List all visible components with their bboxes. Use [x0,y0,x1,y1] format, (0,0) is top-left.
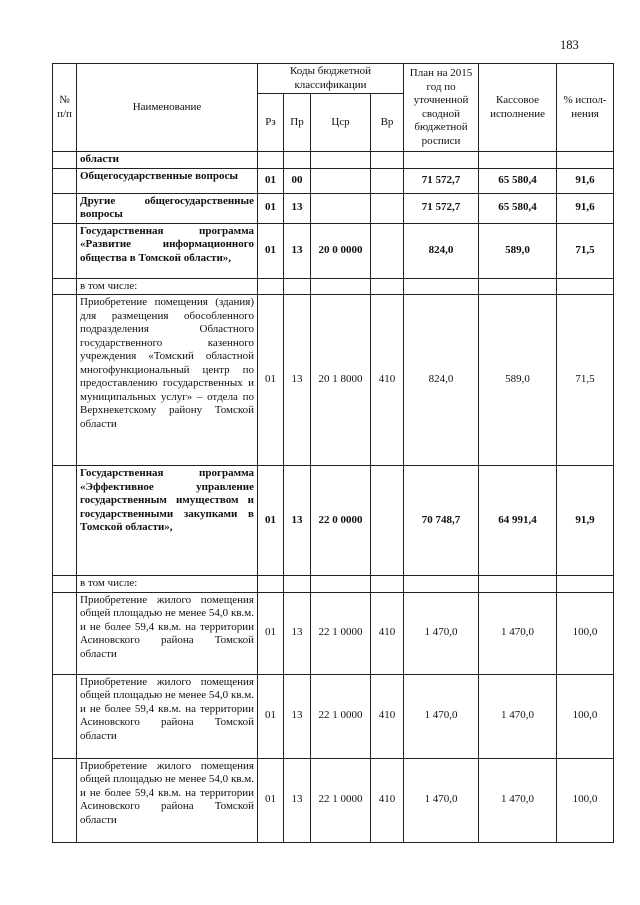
header-vr: Вр [371,94,404,152]
table-row [53,152,614,169]
cell-exec: 589,0 [479,295,557,466]
cell-plan: 1 470,0 [404,758,479,842]
cell-rz: 01 [258,592,284,674]
cell-pct [557,152,614,169]
cell-vr [371,193,404,223]
table-row [53,295,614,466]
cell-name: Приобретение помещения (здания) для размещения обособленного подразделения Областного государственного казенного учреждения «Томский областной многофункциональный центр по предоставлению государственных и муниципальных услуг» – отдела по Верхнекетскому району Томской области [77,295,258,466]
cell-plan: 824,0 [404,295,479,466]
cell-name: Приобретение жилого помещения общей площадью не менее 54,0 кв.м. и не более 59,4 кв.м. на территории Асиновского района Томской области [77,674,258,758]
cell-vr: 410 [371,674,404,758]
cell-vr: 410 [371,295,404,466]
table-row [53,466,614,576]
cell-num [53,295,77,466]
table-row [53,168,614,193]
cell-pr: 00 [284,168,311,193]
header-pct: % испол-нения [557,64,614,152]
cell-exec [479,152,557,169]
header-pr: Пр [284,94,311,152]
cell-rz: 01 [258,466,284,576]
cell-vr [371,278,404,295]
cell-rz [258,152,284,169]
table-row [53,278,614,295]
header-rz: Рз [258,94,284,152]
cell-csr: 20 0 0000 [311,223,371,278]
cell-pct [557,278,614,295]
cell-exec: 1 470,0 [479,758,557,842]
cell-vr [371,223,404,278]
cell-name: Общегосударственные вопросы [77,168,258,193]
cell-vr: 410 [371,758,404,842]
cell-plan [404,152,479,169]
cell-pct [557,576,614,593]
cell-pr [284,576,311,593]
budget-table [52,63,614,843]
cell-name: Государственная программа «Развитие информационного общества в Томской области», [77,223,258,278]
cell-csr [311,168,371,193]
cell-plan: 824,0 [404,223,479,278]
cell-pct: 100,0 [557,592,614,674]
cell-plan: 70 748,7 [404,466,479,576]
table-row [53,576,614,593]
cell-plan [404,576,479,593]
cell-pct: 100,0 [557,674,614,758]
cell-csr: 22 1 0000 [311,592,371,674]
cell-vr [371,576,404,593]
cell-vr [371,466,404,576]
cell-plan: 1 470,0 [404,674,479,758]
cell-plan: 1 470,0 [404,592,479,674]
table-row [53,758,614,842]
cell-pct: 91,6 [557,168,614,193]
cell-plan: 71 572,7 [404,168,479,193]
cell-vr [371,152,404,169]
cell-rz: 01 [258,758,284,842]
cell-plan: 71 572,7 [404,193,479,223]
cell-num [53,278,77,295]
cell-pr: 13 [284,193,311,223]
cell-num [53,674,77,758]
cell-csr: 22 1 0000 [311,758,371,842]
cell-exec: 1 470,0 [479,592,557,674]
cell-csr [311,152,371,169]
cell-name: Другие общегосударственные вопросы [77,193,258,223]
header-name: Наименование [77,64,258,152]
cell-name: области [77,152,258,169]
cell-pr [284,278,311,295]
table-row [53,592,614,674]
table-row [53,223,614,278]
cell-name: в том числе: [77,576,258,593]
cell-pr: 13 [284,592,311,674]
cell-csr [311,278,371,295]
cell-num [53,193,77,223]
page-number: 183 [560,38,579,52]
cell-pct: 91,9 [557,466,614,576]
cell-name: в том числе: [77,278,258,295]
cell-csr: 22 0 0000 [311,466,371,576]
header-plan: План на 2015 год по уточненной сводной бюджетной росписи [404,64,479,152]
cell-exec: 589,0 [479,223,557,278]
cell-rz: 01 [258,223,284,278]
cell-name: Государственная программа «Эффективное управление государственным имуществом и государственными закупками в Томской области», [77,466,258,576]
header-exec: Кассовое исполнение [479,64,557,152]
cell-num [53,168,77,193]
cell-exec [479,278,557,295]
cell-pr: 13 [284,223,311,278]
cell-pr [284,152,311,169]
table-row [53,674,614,758]
cell-csr: 22 1 0000 [311,674,371,758]
cell-csr: 20 1 8000 [311,295,371,466]
cell-name: Приобретение жилого помещения общей площадью не менее 54,0 кв.м. и не более 59,4 кв.м. на территории Асиновского района Томской области [77,592,258,674]
cell-pct: 91,6 [557,193,614,223]
cell-exec: 65 580,4 [479,168,557,193]
cell-exec: 1 470,0 [479,674,557,758]
cell-pr: 13 [284,295,311,466]
cell-num [53,152,77,169]
cell-rz: 01 [258,674,284,758]
cell-rz: 01 [258,168,284,193]
header-csr: Цср [311,94,371,152]
cell-csr [311,576,371,593]
cell-rz [258,576,284,593]
cell-num [53,592,77,674]
cell-vr: 410 [371,592,404,674]
cell-exec: 64 991,4 [479,466,557,576]
cell-rz: 01 [258,193,284,223]
cell-exec [479,576,557,593]
cell-pct: 71,5 [557,295,614,466]
cell-pr: 13 [284,466,311,576]
cell-csr [311,193,371,223]
cell-pr: 13 [284,674,311,758]
cell-num [53,223,77,278]
cell-pr: 13 [284,758,311,842]
table-body [53,152,614,843]
cell-num [53,576,77,593]
header-codes: Коды бюджетной классификации [258,64,404,94]
cell-rz: 01 [258,295,284,466]
cell-plan [404,278,479,295]
cell-num [53,758,77,842]
cell-pct: 100,0 [557,758,614,842]
cell-name: Приобретение жилого помещения общей площадью не менее 54,0 кв.м. и не более 59,4 кв.м. на территории Асиновского района Томской области [77,758,258,842]
header-num: № п/п [53,64,77,152]
cell-rz [258,278,284,295]
cell-num [53,466,77,576]
cell-pct: 71,5 [557,223,614,278]
cell-vr [371,168,404,193]
cell-exec: 65 580,4 [479,193,557,223]
table-row [53,193,614,223]
